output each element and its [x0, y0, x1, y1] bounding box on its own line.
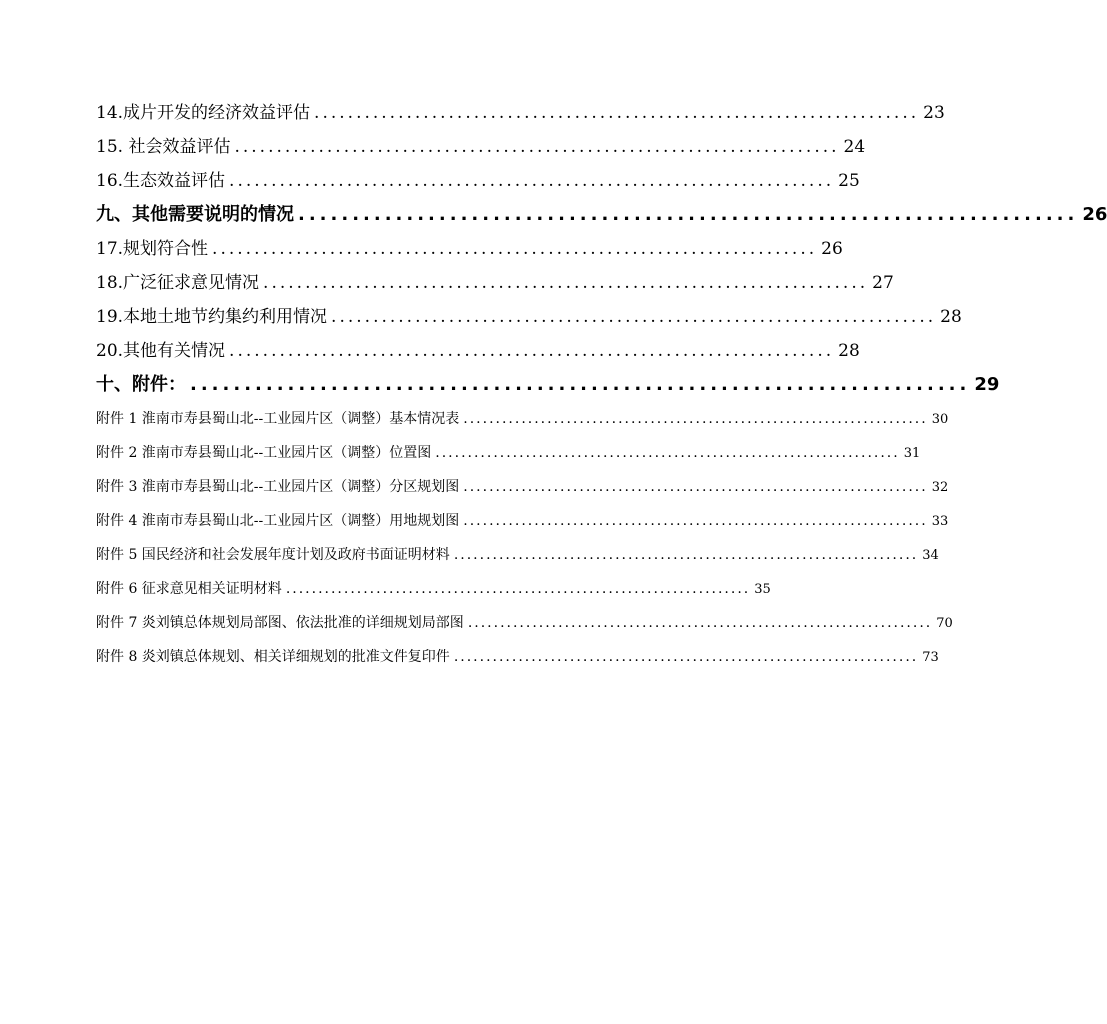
leader-dots: ........................................................................ — [298, 204, 1079, 225]
toc-page-number: 32 — [931, 480, 949, 495]
leader-dots: ........................................................................ — [263, 273, 869, 293]
toc-entry-label: 20.其他有关情况 — [96, 341, 226, 361]
leader-dots: ........................................................................ — [467, 615, 933, 631]
toc-attachment-label: 附件 1 淮南市寿县蜀山北--工业园片区（调整）基本情况表 — [96, 411, 460, 427]
leader-dots: ........................................................................ — [463, 513, 928, 529]
leader-dots: ........................................................................ — [314, 103, 920, 123]
toc-page-number: 35 — [754, 582, 771, 597]
leader-dots: ........................................................................ — [229, 341, 835, 361]
toc-section-10[interactable] — [96, 368, 1000, 402]
toc-page-number: 31 — [903, 446, 921, 461]
toc-entry-18[interactable] — [96, 266, 894, 300]
toc-attachment-6[interactable] — [96, 572, 771, 606]
toc-page-number: 28 — [838, 341, 860, 361]
toc-entry-17[interactable] — [96, 232, 843, 266]
toc-section-label: 九、其他需要说明的情况 — [96, 204, 294, 225]
toc-section-9[interactable] — [96, 198, 1107, 232]
toc-entry-14[interactable] — [96, 96, 945, 130]
toc-entry-label: 17.规划符合性 — [96, 239, 209, 259]
toc-entry-label: 19.本地土地节约集约利用情况 — [96, 307, 328, 327]
leader-dots: ........................................................................ — [285, 581, 751, 597]
leader-dots: ........................................................................ — [435, 445, 900, 461]
toc-attachment-label: 附件 3 淮南市寿县蜀山北--工业园片区（调整）分区规划图 — [96, 479, 460, 495]
toc-attachment-5[interactable] — [96, 538, 939, 572]
leader-dots: ........................................................................ — [190, 374, 971, 395]
leader-dots: ........................................................................ — [212, 239, 818, 259]
toc-attachment-8[interactable] — [96, 640, 939, 674]
toc-entry-16[interactable] — [96, 164, 860, 198]
toc-page-number: 29 — [974, 374, 1000, 395]
toc-page-number: 26 — [821, 239, 843, 259]
toc-entry-label: 15. 社会效益评估 — [96, 137, 231, 157]
toc-entry-label: 16.生态效益评估 — [96, 171, 226, 191]
toc-entry-label: 18.广泛征求意见情况 — [96, 273, 260, 293]
toc-page-number: 25 — [838, 171, 860, 191]
leader-dots: ........................................................................ — [331, 307, 937, 327]
toc-attachment-1[interactable] — [96, 402, 949, 436]
toc-page-number: 70 — [936, 616, 953, 631]
leader-dots: ........................................................................ — [453, 649, 919, 665]
toc-page-number: 26 — [1082, 204, 1107, 225]
toc-page-number: 28 — [940, 307, 962, 327]
toc-attachment-label: 附件 7 炎刘镇总体规划局部图、依法批准的详细规划局部图 — [96, 615, 464, 631]
leader-dots: ........................................................................ — [453, 547, 919, 563]
toc-section-label: 十、附件： — [96, 374, 186, 395]
leader-dots: ........................................................................ — [234, 137, 840, 157]
toc-attachment-label: 附件 2 淮南市寿县蜀山北--工业园片区（调整）位置图 — [96, 445, 432, 461]
leader-dots: ........................................................................ — [463, 411, 928, 427]
toc-attachment-label: 附件 6 征求意见相关证明材料 — [96, 581, 282, 597]
toc-attachment-label: 附件 8 炎刘镇总体规划、相关详细规划的批准文件复印件 — [96, 649, 450, 665]
toc-page-number: 30 — [931, 412, 949, 427]
toc-page-number: 23 — [923, 103, 945, 123]
toc-attachment-label: 附件 4 淮南市寿县蜀山北--工业园片区（调整）用地规划图 — [96, 513, 460, 529]
toc-attachment-3[interactable] — [96, 470, 949, 504]
leader-dots: ........................................................................ — [229, 171, 835, 191]
leader-dots: ........................................................................ — [463, 479, 928, 495]
toc-entry-label: 14.成片开发的经济效益评估 — [96, 103, 311, 123]
toc-entry-20[interactable] — [96, 334, 860, 368]
toc-attachment-label: 附件 5 国民经济和社会发展年度计划及政府书面证明材料 — [96, 547, 450, 563]
toc-page-number: 73 — [922, 650, 939, 665]
toc-page-number: 33 — [931, 514, 949, 529]
toc-page-number: 34 — [922, 548, 939, 563]
toc-attachment-2[interactable] — [96, 436, 921, 470]
toc-attachment-4[interactable] — [96, 504, 949, 538]
toc-entry-19[interactable] — [96, 300, 962, 334]
toc-entry-15[interactable] — [96, 130, 866, 164]
table-of-contents — [96, 96, 1107, 674]
toc-attachment-7[interactable] — [96, 606, 953, 640]
toc-page-number: 27 — [872, 273, 894, 293]
toc-page-number: 24 — [843, 137, 866, 157]
